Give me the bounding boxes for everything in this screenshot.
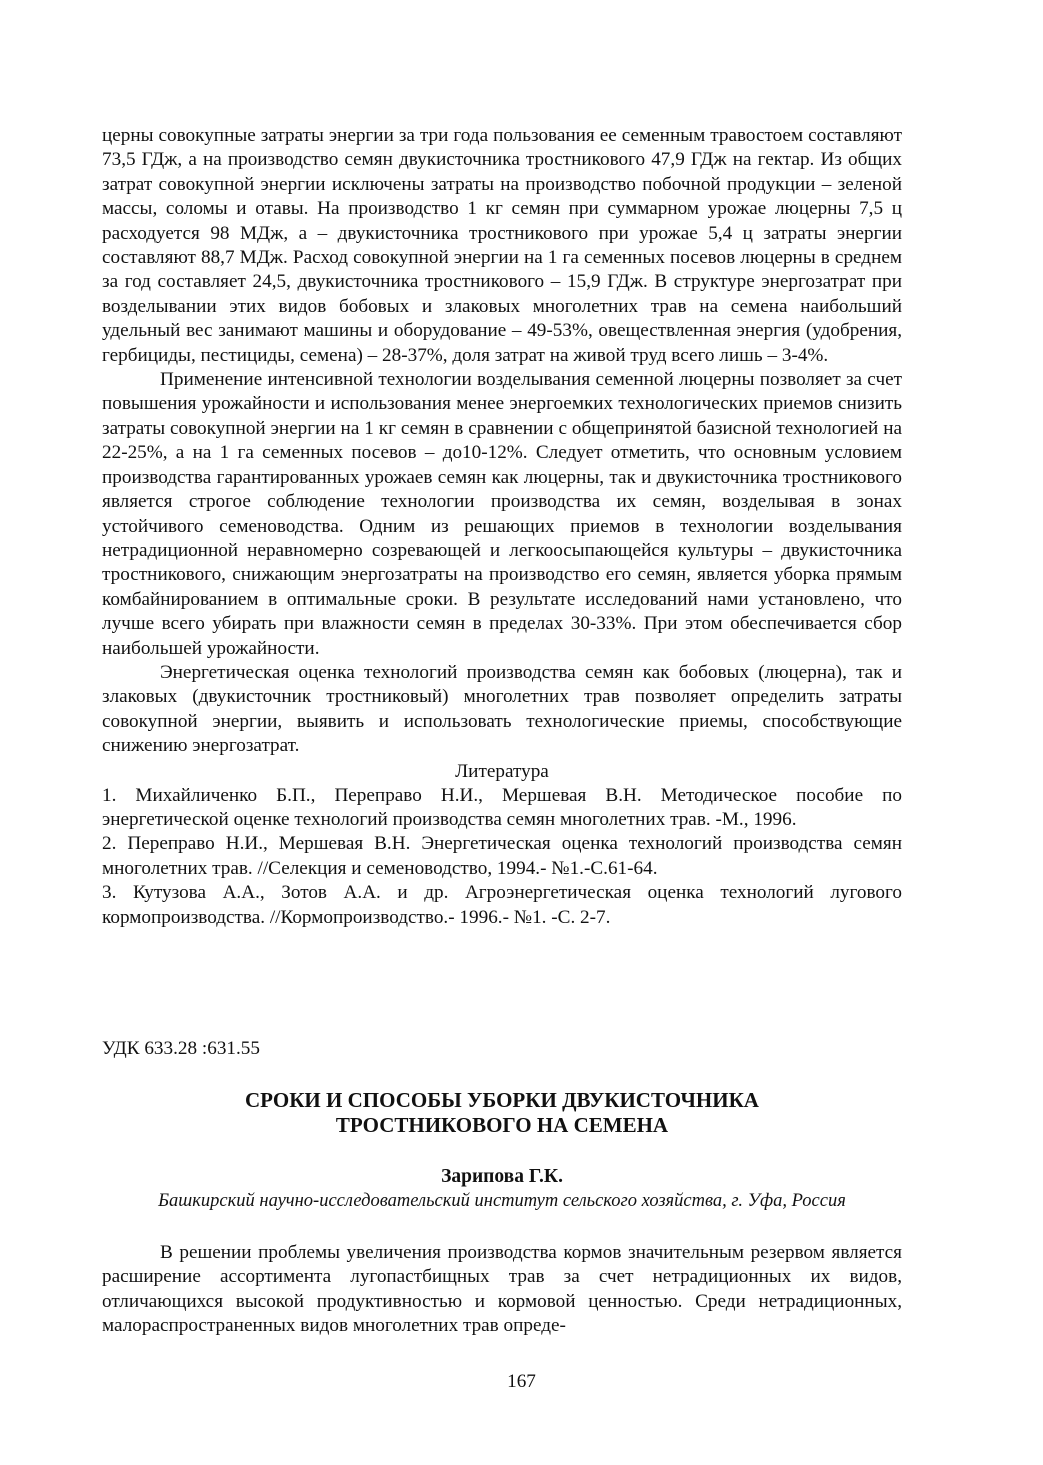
article-title: [102, 1088, 902, 1138]
reference-item: 1. Михайличенко Б.П., Переправо Н.И., Мершевая В.Н. Методическое пособие по энергетической оценке технологий производства семян многолетних трав. -М., 1996.: [102, 784, 902, 830]
article-body: [102, 1241, 902, 1339]
article-title-line-2: ТРОСТНИКОВОГО НА СЕМЕНА: [335, 1113, 669, 1137]
article-intro-paragraph: В решении проблемы увеличения производства кормов значительным резервом является расширение ассортимента лугопастбищных трав за счет нетрадиционных их видов, отличающихся высокой продуктивностью и кормовой ценностью. Среди нетрадиционных, малораспространенных видов многолетних трав опреде-: [102, 1242, 902, 1337]
paragraph-3: Энергетическая оценка технологий производства семян как бобовых (люцерна), так и злаковых (двукисточник тростниковый) многолетних трав позволяет определить затраты совокупной энергии, выявить и использовать технологические приемы, способствующие снижению энергозатрат.: [102, 661, 902, 757]
reference-item: 3. Кутузова А.А., Зотов А.А. и др. Агроэнергетическая оценка технологий лугового кормопроизводства. //Кормопроизводство.- 1996.- №1. -С. 2-7.: [102, 882, 902, 928]
udk-code: УДК 633.28 :631.55: [102, 1038, 260, 1059]
references-title: Литература: [455, 760, 549, 782]
reference-item: 2. Переправо Н.И., Мершевая В.Н. Энергетическая оценка технологий производства семян многолетних трав. //Селекция и семеноводство, 1994.- №1.-С.61-64.: [102, 833, 902, 879]
author: Зарипова Г.К.: [441, 1166, 563, 1187]
affiliation: Башкирский научно-исследовательский институт сельского хозяйства, г. Уфа, Россия: [158, 1191, 846, 1211]
page-number: 167: [507, 1371, 536, 1392]
paragraph-1: церны совокупные затраты энергии за три года пользования ее семенным травостоем составляют 73,5 ГДж, а на производство семян двукисточника тростникового 47,9 ГДж на гектар. Из общих затрат совокупной энергии исключены затраты на производство побочной продукции – зеленой массы, соломы и отавы. На производство 1 кг семян при суммарном урожае люцерны 7,5 ц расходуется 98 МДж, а – двукисточника тростникового при урожае 5,4 ц затраты энергии составляют 88,7 МДж. Расход совокупной энергии на 1 га семенных посевов люцерны в среднем за год составляет 24,5, двукисточника тростникового – 15,9 ГДж. В структуре энергозатрат при возделывании этих видов бобовых и злаковых многолетних трав на семена наибольший удельный вес занимают машины и оборудование – 49-53%, овеществленная энергия (удобрения, гербициды, пестициды, семена) – 28-37%, доля затрат на живой труд всего лишь – 3-4%.: [102, 125, 902, 366]
article-title-line-1: СРОКИ И СПОСОБЫ УБОРКИ ДВУКИСТОЧНИКА: [245, 1088, 759, 1112]
paragraph-2: Применение интенсивной технологии возделывания семенной люцерны позволяет за счет повышения урожайности и использования менее энергоемких технологических приемов снизить затраты совокупной энергии на 1 кг семян в сравнении с общепринятой базисной технологией на 22-25%, а на 1 га семенных посевов – до10-12%. Следует отметить, что основным условием производства гарантированных урожаев семян как люцерны, так и двукисточника тростникового является строгое соблюдение технологии производства их семян, возделывая в зонах устойчивого семеноводства. Одним из решающих приемов в технологии возделывания нетрадиционной неравномерно созревающей и легкоосыпающейся культуры – двукисточника тростникового, снижающим энергозатраты на производство его семян, является уборка прямым комбайнированием в оптимальные сроки. В результате исследований нами установлено, что лучше всего убирать при влажности семян в пределах 30-33%. При этом обеспечивается сбор наибольшей урожайности.: [102, 369, 902, 659]
main-text-column: [102, 124, 902, 930]
